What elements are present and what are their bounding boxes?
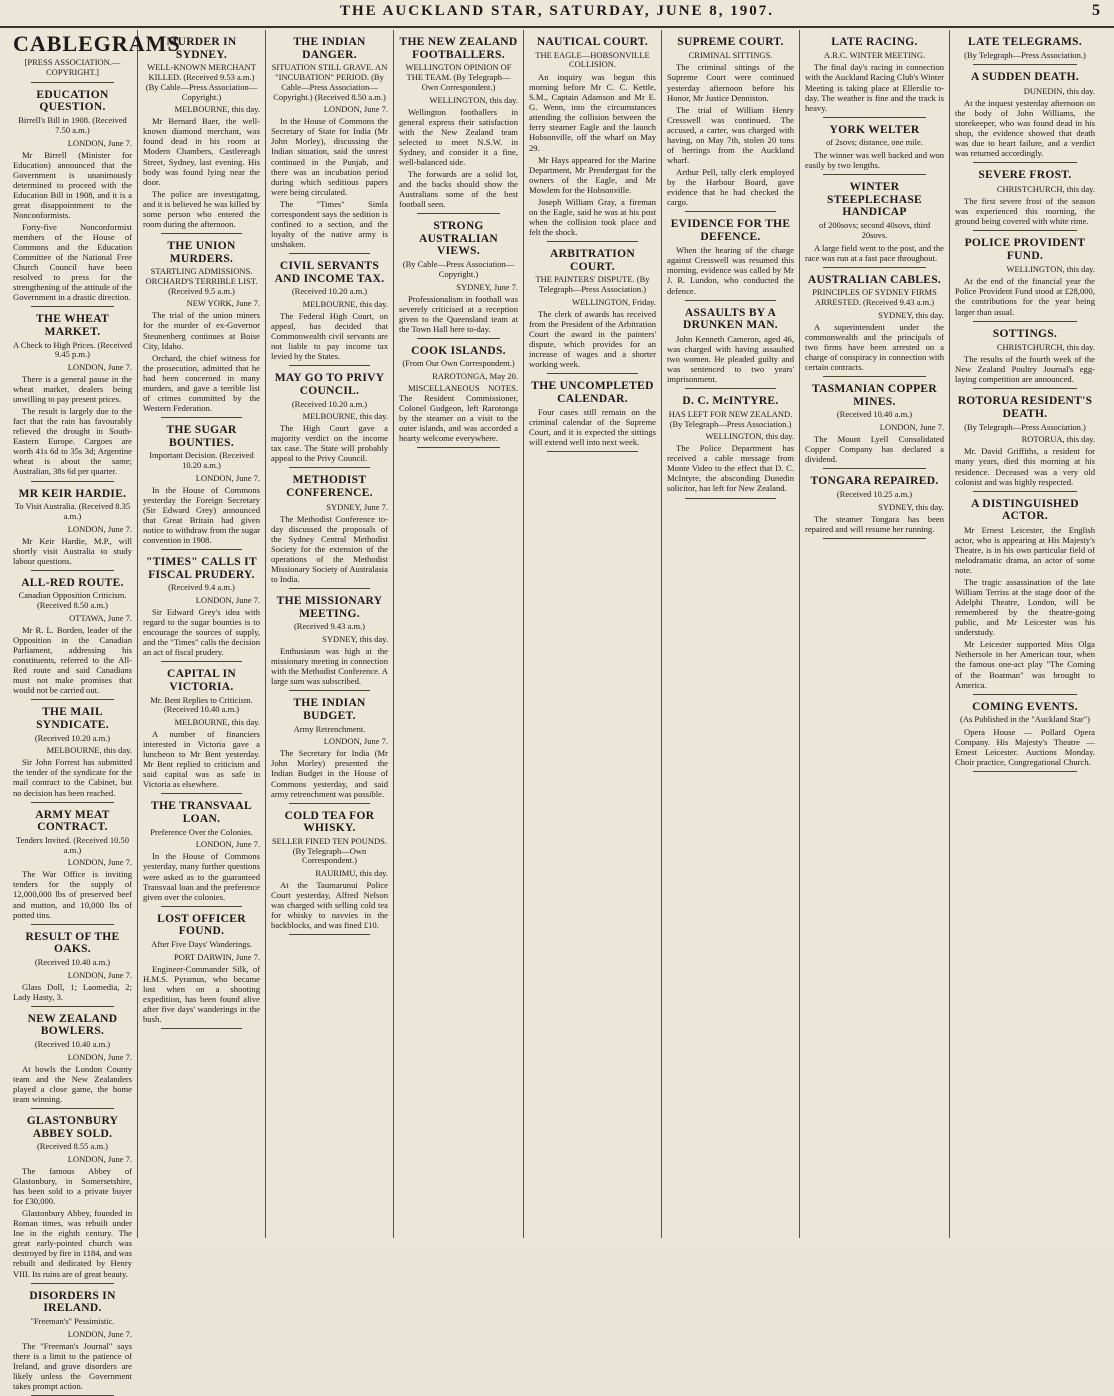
article-subheading: WELLINGTON OPINION OF THE TEAM. (By Telegraph—Own Correspondent.) — [405, 62, 512, 92]
article-paragraph: In the House of Commons the Secretary of State for India (Mr John Morley), discussing the Indian situation, said the unrest continued in the Punjab, and there was an incubation period during which seditious papers were being circulated. — [271, 116, 388, 197]
article-paragraph: Mr Hays appeared for the Marine Department, Mr Prendergast for the owners of the Eagle, and Mr Mowlem for the Hobsonville. — [529, 154, 656, 195]
article-subheading: (Received 10.25 a.m.) — [836, 488, 913, 499]
article — [143, 556, 260, 657]
article-divider — [289, 803, 370, 804]
article-divider — [417, 447, 500, 448]
article-paragraph: At bowls the London County team and the New Zealanders played a close game, the home team winning. — [13, 1063, 132, 1104]
article-subheading: (Received 10.40 a.m.) — [34, 956, 111, 967]
article-paragraph: Orchard, the chief witness for the prosecution, admitted that he had been concerned in many murders, and gave a terrible list of crimes committed by the Western Federation. — [143, 352, 260, 413]
article-paragraph: A large field went to the post, and the race was run at a fast pace throughout. — [805, 242, 944, 263]
masthead-title: THE AUCKLAND STAR, SATURDAY, JUNE 8, 1907. — [339, 3, 775, 19]
column-5 — [524, 30, 662, 1238]
article-dateline: LONDON, June 7. — [195, 595, 260, 606]
article-divider — [823, 376, 926, 377]
article-divider — [31, 306, 114, 307]
article-subheading: HAS LEFT FOR NEW ZEALAND. (By Telegraph—Press Association.) — [668, 408, 793, 429]
article-heading: YORK WELTER — [829, 123, 920, 136]
article-divider — [161, 906, 242, 907]
article-dateline: SYDNEY, June 7. — [326, 501, 388, 512]
article-divider — [289, 588, 370, 589]
article-heading: LATE TELEGRAMS. — [968, 36, 1082, 48]
article-paragraph: When the hearing of the charge against Cresswell was resumed this morning, evidence was called by Mr J. R. Lundon, who conducted the defence. — [667, 245, 794, 296]
columns-container — [8, 30, 1108, 1391]
article-heading: SOTTINGS. — [992, 327, 1058, 340]
article-heading: ARBITRATION COURT. — [550, 247, 635, 273]
article — [805, 475, 944, 534]
article-heading: THE SUGAR BOUNTIES. — [166, 423, 237, 449]
article-dateline: MELBOURNE, this day. — [302, 411, 388, 422]
article-dateline: PORT DARWIN, June 7. — [174, 951, 260, 962]
article — [805, 124, 944, 171]
article — [955, 395, 1095, 486]
article-divider — [289, 934, 370, 935]
article-dateline: LONDON, June 7. — [879, 422, 944, 433]
article — [13, 488, 132, 566]
article-dateline: CHRISTCHURCH, this day. — [996, 183, 1095, 194]
article-paragraph: A number of financiers interested in Victoria gave a luncheon to Mr Bent yesterday. Mr Bent replied to criticism and said capital was as safe in Victoria as elsewhere. — [143, 729, 260, 790]
article-subheading: SELLER FINED TEN POUNDS. (By Telegraph—Own Correspondent.) — [271, 835, 388, 866]
article-subheading: (Received 10.40 a.m.) — [34, 1039, 111, 1050]
article-divider — [547, 241, 638, 242]
article-subheading: (Received 9.4 a.m.) — [168, 582, 235, 593]
article-divider — [547, 451, 638, 452]
article — [399, 36, 518, 209]
article — [143, 913, 260, 1024]
article-heading: AUSTRALIAN CABLES. — [807, 273, 942, 286]
article-divider — [417, 338, 500, 339]
column-4 — [394, 30, 524, 1238]
article-heading: COOK ISLANDS. — [411, 344, 506, 357]
article-paragraph: A superintendent under the commonwealth and the principals of two firms have been arrested on a charge of conspiracy in connection with certain contracts. — [805, 321, 944, 373]
article-divider — [823, 267, 926, 268]
article-paragraph: The tragic assassination of the late William Terriss at the stage door of the Adelphi Theatre, London, will be remembered by the theatre-going public, and Mr Leicester was his understudy. — [955, 577, 1095, 638]
article-divider — [31, 82, 114, 83]
article-dateline: MELBOURNE, this day. — [46, 745, 132, 756]
article-heading: CIVIL SERVANTS AND INCOME TAX. — [274, 259, 385, 285]
article — [13, 1115, 132, 1279]
article-subheading: Canadian Opposition Criticism. (Received 8.50 a.m.) — [18, 590, 127, 611]
article-dateline: LONDON, June 7. — [67, 362, 132, 373]
article-paragraph: The results of the fourth week of the New Zealand Poultry Journal's egg-laying competition are announced. — [955, 354, 1095, 385]
article-paragraph: The Federal High Court, on appeal, has decided that Commonwealth civil servants are not liable to pay income tax levied by the States. — [271, 311, 388, 362]
article-dateline: LONDON, June 7. — [67, 523, 132, 534]
article-heading: EDUCATION QUESTION. — [36, 88, 109, 114]
article-dateline: LONDON, June 7. — [67, 137, 132, 148]
article-dateline: SYDNEY, this day. — [878, 309, 944, 320]
article — [667, 36, 794, 207]
article-paragraph: Arthur Pell, tally clerk employed by the Harbour Board, gave evidence that he had checked the cargo. — [667, 166, 794, 208]
article-subheading: (By Telegraph—Press Association.) — [964, 421, 1086, 432]
article-heading: CABLEGRAMS — [13, 31, 181, 56]
article-paragraph: Mr Bernard Baer, the well-known diamond merchant, was found dead in his room at Modern Chambers, Castlereagh Street, Sydney, last evening. His body was found lying near the door. — [143, 116, 260, 187]
article-dateline: MELBOURNE, this day. — [302, 299, 388, 309]
article-paragraph: Professionalism in football was severely criticised at a reception given to the Queensland team at the Town Hall here to-day. — [399, 293, 518, 334]
article-dateline: LONDON, June 7. — [67, 857, 132, 868]
article-heading: A DISTINGUISHED ACTOR. — [971, 497, 1079, 523]
article-paragraph: The steamer Tongara has been repaired and will resume her running. — [805, 513, 944, 534]
article-dateline: RAROTONGA, May 20. — [432, 371, 518, 382]
article — [143, 424, 260, 545]
article-divider — [685, 498, 776, 499]
article — [143, 36, 260, 229]
article-heading: LOST OFFICER FOUND. — [157, 912, 246, 938]
article-divider — [289, 253, 370, 254]
article-subheading: (Received 10.20 a.m.) — [291, 286, 368, 297]
article-paragraph: The Methodist Conference to-day discussed the proposals of the Sydney Central Methodist Society for the extension of the operations of the Methodist Missionary Society of Australasia to India. — [271, 513, 388, 585]
article-divider — [161, 1028, 242, 1029]
article-paragraph: Wellington footballers in general express their satisfaction with the New Zealand team selected to meet N.S.W. in Sydney, and consider it a fine, well-balanced side. — [399, 106, 518, 167]
article — [805, 274, 944, 372]
article-heading: GLASTONBURY ABBEY SOLD. — [26, 1114, 119, 1140]
article-subheading: THE EAGLE—HOBSONVILLE COLLISION. — [535, 49, 650, 70]
article-paragraph: The final day's racing in connection with the Auckland Racing Club's Winter Meeting is taking place at Ellerslie to-day. The weather is fine and the track is heavy. — [805, 62, 944, 113]
article — [667, 307, 794, 385]
page-number: 5 — [1092, 2, 1100, 19]
article — [955, 36, 1095, 60]
article-heading: COMING EVENTS. — [972, 700, 1078, 713]
article-paragraph: The War Office is inviting tenders for the supply of 12,000,000 lbs of preserved beef and mutton, and 10,000 lbs of potted tins. — [13, 869, 132, 920]
article-paragraph: Mr Keir Hardie, M.P., will shortly visit Australia to study labour questions. — [13, 535, 132, 566]
article — [271, 595, 388, 686]
article-heading: THE UNCOMPLETED CALENDAR. — [531, 380, 654, 405]
article-divider — [161, 549, 242, 550]
article-subheading: STARTLING ADMISSIONS. ORCHARD'S TERRIBLE LIST. (Received 9.5 a.m.) — [145, 266, 258, 296]
article-paragraph: The High Court gave a majority verdict on the income tax case. The State will probably appeal to the Privy Council. — [271, 423, 388, 464]
article-subheading: After Five Days' Wanderings. — [151, 938, 252, 949]
article-heading: POLICE PROVIDENT FUND. — [964, 237, 1086, 262]
article-divider — [823, 468, 926, 469]
article-divider — [973, 694, 1077, 695]
article-dateline: LONDON, June 7. — [67, 1328, 132, 1339]
article-paragraph: The clerk of awards has received from the President of the Arbitration Court the award in the painters' dispute, which provides for an increase of wages and a shorter working week. — [529, 308, 656, 369]
article — [13, 313, 132, 476]
article-paragraph: At the inquest yesterday afternoon on the body of John Williams, the storekeeper, who was found dead in his shop, the evidence showed that death was due to heart failure, and a verdict was returned accordingly. — [955, 98, 1095, 159]
article-dateline: LONDON, June 7. — [195, 472, 260, 483]
article-dateline: WELLINGTON, this day. — [705, 431, 794, 442]
article-dateline: LONDON, June 7. — [67, 969, 132, 980]
article — [955, 169, 1095, 226]
article-heading: METHODIST CONFERENCE. — [286, 474, 373, 500]
article — [13, 1290, 132, 1391]
article-subheading: [PRESS ASSOCIATION.—COPYRIGHT.] — [24, 57, 121, 77]
article-paragraph: Mr Birrell (Minister for Education) announced that the Government is unanimously determined to proceed with the Education Bill in 1908, and it is a great disappointment to the Nonconformists. — [13, 149, 132, 220]
article-divider — [823, 174, 926, 175]
article-divider — [823, 538, 926, 539]
article — [805, 36, 944, 113]
article-divider — [289, 467, 370, 468]
article-dateline: WELLINGTON, Friday. — [571, 296, 656, 307]
article-subheading: CRIMINAL SITTINGS. — [688, 49, 773, 60]
article-dateline: WELLINGTON, this day. — [1006, 264, 1095, 275]
article-heading: MAY GO TO PRIVY COUNCIL. — [274, 372, 385, 397]
article-heading: THE UNION MURDERS. — [167, 239, 236, 265]
article-paragraph: Engineer-Commander Silk, of H.M.S. Pyramus, who became lost when on a shooting expedition, has been found alive after five days' wanderings in the bush. — [143, 963, 260, 1024]
article — [667, 218, 794, 296]
article — [955, 328, 1095, 385]
article-paragraph: Mr Leicester supported Miss Olga Nethersole in her American tour, when the famous one-act play "The Coming of the Boatman" was brought to America. — [955, 639, 1095, 690]
article-paragraph: At the Taumarunui Police Court yesterday, Alfred Nelson was charged with selling cold tea for whisky to navvies in the backblocks, and was fined £10. — [271, 880, 388, 931]
article-heading: THE MISSIONARY MEETING. — [276, 595, 383, 620]
article-divider — [973, 230, 1077, 231]
masthead — [0, 0, 1114, 28]
article-subheading: (Received 10.20 a.m.) — [34, 732, 111, 743]
article-paragraph: The trial of William Henry Cresswell was continued. The accused, a carter, was charged with having, on May 7th, stolen 20 tons of herrings from the Auckland wharf. — [667, 104, 794, 165]
article-paragraph: The result is largely due to the fact that the rain has favourably relieved the drought in South-Eastern Europe. Cargoes are worth 41s 6d to 35s 3d; Argentine wheat is about the same; Australian, 38s 6d per quarter. — [13, 406, 132, 477]
article — [399, 220, 518, 334]
article-paragraph: The criminal sittings of the Supreme Court were continued yesterday afternoon before his Honor, Mr Justice Denniston. — [667, 62, 794, 103]
article-divider — [31, 570, 114, 571]
article-divider — [161, 417, 242, 418]
article-heading: THE WHEAT MARKET. — [36, 313, 109, 338]
article — [13, 931, 132, 1002]
article — [13, 31, 181, 78]
article — [271, 36, 388, 249]
article-subheading: of 2sovs; distance, one mile. — [826, 137, 923, 148]
article-dateline: LONDON, June 7. — [323, 736, 388, 747]
article-heading: EVIDENCE FOR THE DEFENCE. — [670, 218, 791, 243]
article — [955, 237, 1095, 316]
column-6 — [662, 30, 800, 1238]
column-3 — [266, 30, 394, 1238]
article — [143, 800, 260, 901]
article-heading: "TIMES" CALLS IT FISCAL PRUDERY. — [146, 556, 257, 581]
article-divider — [685, 211, 776, 212]
article-subheading: To Visit Australia. (Received 8.35 a.m.) — [14, 501, 131, 521]
article-subheading: (From Our Own Correspondent.) — [402, 358, 515, 369]
article-dateline: LONDON, June 7. — [67, 1154, 132, 1165]
article-divider — [973, 491, 1077, 492]
article-dateline: WELLINGTON, this day. — [429, 94, 518, 105]
article-heading: CAPITAL IN VICTORIA. — [167, 668, 236, 693]
article-divider — [31, 481, 114, 482]
article-paragraph: Sir Edward Grey's idea with regard to the sugar bounties is to encourage the sources of supply, and the "Times" calls the decision an act of fiscal prudery. — [143, 607, 260, 658]
article-divider — [31, 1006, 114, 1007]
article-dateline: RAURIMU, this day. — [315, 868, 388, 879]
article-heading: NEW ZEALAND BOWLERS. — [27, 1012, 118, 1038]
article-divider — [685, 300, 776, 301]
article-heading: RESULT OF THE OAKS. — [25, 930, 120, 956]
article-paragraph: Mr Ernest Leicester, the English actor, who is appearing at His Majesty's Theatre, is in his own particular field of melodramatic drama, an actor of some note. — [955, 524, 1095, 576]
article-paragraph: MISCELLANEOUS NOTES. The Resident Commissioner, Colonel Gudgeon, left Rarotonga by the steamer on a visit to the outer islands, and was accorded a hearty welcome everywhere. — [399, 383, 518, 444]
article-subheading: (By Cable—Press Association—Copyright.) — [402, 258, 515, 279]
article — [143, 240, 260, 413]
article-divider — [31, 924, 114, 925]
article — [955, 701, 1095, 768]
article-paragraph: Joseph William Gray, a fireman on the Eagle, said he was at his post when the collision took place and felt the shock. — [529, 196, 656, 237]
article — [271, 810, 388, 931]
article-subheading: (Received 9.43 a.m.) — [293, 621, 366, 632]
article-paragraph: Mr. David Griffiths, a resident for many years, died this morning at his residence. Deceased was a very old colonist and was highly respected. — [955, 446, 1095, 487]
article-heading: D. C. McINTYRE. — [682, 395, 779, 408]
article-heading: ARMY MEAT CONTRACT. — [35, 808, 110, 834]
article-divider — [289, 690, 370, 691]
article — [13, 577, 132, 696]
article-dateline: NEW YORK, June 7. — [186, 298, 260, 309]
article-dateline: CHRISTCHURCH, this day. — [996, 342, 1095, 353]
column-8 — [950, 30, 1100, 1238]
article-paragraph: There is a general pause in the wheat market, dealers being unwilling to pay present prices. — [13, 374, 132, 405]
article-heading: TONGARA REPAIRED. — [810, 475, 939, 488]
article-subheading: A Check to High Prices. (Received 9.45 p.m.) — [13, 339, 132, 360]
article — [271, 372, 388, 463]
article-divider — [289, 365, 370, 366]
article-paragraph: The "Freeman's Journal" says there is a limit to the patience of Ireland, and grave disorders are likely unless the Government takes prompt action. — [13, 1340, 132, 1391]
article-dateline: SYDNEY, June 7. — [456, 281, 518, 292]
article — [529, 36, 656, 237]
article-divider — [973, 64, 1077, 65]
article — [399, 345, 518, 444]
article-paragraph: Glass Doll, 1; Laomedia, 2; Lady Hasty, 3. — [13, 981, 132, 1002]
article-paragraph: The first severe frost of the season was experienced this morning, the ground being covered with white rime. — [955, 195, 1095, 227]
article-heading: A SUDDEN DEATH. — [970, 71, 1080, 84]
article-paragraph: Mr R. L. Borden, leader of the Opposition in the Canadian Parliament, addressing his constituents, referred to the All-Red route and said Canadians must not make promises that would not be carried out. — [13, 625, 132, 696]
article — [271, 474, 388, 584]
article-paragraph: Glastonbury Abbey, founded in Roman times, was rebuilt under Ine in the eighth century. The great early-pointed church was destroyed by fire in 1184, and was rebuilt and dedicated by Henry VIII. Its ruins are of great beauty. — [13, 1208, 132, 1279]
article-divider — [417, 213, 500, 214]
article-subheading: (Received 10.20 a.m.) — [291, 398, 368, 409]
article-divider — [31, 699, 114, 700]
article-paragraph: Enthusiasm was high at the missionary meeting in connection with the Methodist Conference. A large sum was subscribed. — [271, 646, 388, 687]
article-dateline: SYDNEY, this day. — [322, 634, 388, 645]
article-subheading: Mr. Bent Replies to Criticism. (Received 10.40 a.m.) — [150, 694, 253, 715]
article-heading: SUPREME COURT. — [677, 36, 784, 48]
article-divider — [973, 321, 1077, 322]
article-paragraph: The "Times" Simla correspondent says the sedition is confined to a section, and the loyalty of the native army is unshaken. — [271, 198, 388, 249]
article-paragraph: The Mount Lyell Consolidated Copper Company has declared a dividend. — [805, 434, 944, 465]
article-subheading: Tenders Invited. (Received 10.50 a.m.) — [16, 834, 129, 855]
article-subheading: (As Published in the "Auckland Star") — [960, 714, 1090, 725]
article-subheading: (Received 10.40 a.m.) — [836, 409, 913, 420]
article-dateline: ROTORUA, this day. — [1021, 434, 1095, 445]
article-heading: THE MAIL SYNDICATE. — [36, 706, 109, 731]
article-heading: WINTER STEEPLECHASE HANDICAP — [827, 181, 922, 219]
article-heading: LATE RACING. — [831, 36, 918, 48]
column-2 — [138, 30, 266, 1238]
article-heading: ROTORUA RESIDENT'S DEATH. — [957, 395, 1093, 420]
article-heading: TASMANIAN COPPER MINES. — [811, 383, 938, 408]
article — [529, 380, 656, 447]
article-subheading: (By Telegraph—Press Association.) — [964, 49, 1086, 60]
article — [13, 706, 132, 797]
article-paragraph: Sir John Forrest has submitted the tender of the syndicate for the mail contract to the Cabinet, but no decision has been reached. — [13, 757, 132, 798]
article — [805, 181, 944, 263]
article-dateline: SYDNEY, this day. — [878, 501, 944, 512]
article-paragraph: The famous Abbey of Glastonbury, in Somersetshire, has been sold to a private buyer for £30,000. — [13, 1166, 132, 1207]
article-subheading: A.R.C. WINTER MEETING. — [823, 49, 926, 60]
article-dateline: LONDON, June 7. — [67, 1051, 132, 1062]
article — [13, 809, 132, 920]
article-divider — [973, 388, 1077, 389]
article-heading: ASSAULTS BY A DRUNKEN MAN. — [683, 306, 778, 332]
article-dateline: LONDON, June 7. — [195, 839, 260, 850]
article-divider — [973, 162, 1077, 163]
column-1 — [8, 30, 181, 1391]
article-paragraph: The police are investigating, and it is believed he was killed by some person who entered the room during the afternoon. — [143, 188, 260, 229]
article-subheading: Preference Over the Colonies. — [150, 826, 253, 837]
article — [667, 395, 794, 493]
article-subheading: Important Decision. (Received 10.20 a.m.) — [149, 450, 254, 470]
article-paragraph: John Kenneth Cameron, aged 46, was charged with having assaulted two women. He pleaded guilty and was sentenced to two years' imprisonment. — [667, 333, 794, 385]
article-subheading: PRINCIPLES OF SYDNEY FIRMS ARRESTED. (Received 9.43 a.m.) — [812, 287, 937, 308]
article-dateline: LONDON, June 7. — [323, 104, 388, 115]
article-paragraph: At the end of the financial year the Police Provident Fund stood at £28,000, the contributions for the year being larger than usual. — [955, 276, 1095, 317]
article — [13, 89, 132, 303]
article-dateline: OTTAWA, June 7. — [69, 613, 132, 623]
article-paragraph: In the House of Commons yesterday, many further questions were asked as to the guaranteed Transvaal loan and the preference given over the colonies. — [143, 851, 260, 902]
article-dateline: MELBOURNE, this day. — [174, 104, 260, 115]
column-7 — [800, 30, 950, 1238]
article-heading: ALL-RED ROUTE. — [21, 576, 124, 589]
article — [271, 697, 388, 798]
article — [955, 71, 1095, 158]
article-heading: THE NEW ZEALAND FOOTBALLERS. — [399, 36, 518, 61]
article-subheading: (Received 8.55 a.m.) — [36, 1141, 109, 1152]
article — [529, 248, 656, 369]
article-paragraph: An inquiry was begun this morning before Mr C. C. Kettle, S.M., Captain Adamson and Mr E. G. Wenn, into the circumstances attending the collision between the ferry steamer Eagle and the launch Hobsonville, off the wharf on May 29. — [529, 72, 656, 153]
article-paragraph: Four cases still remain on the criminal calendar of the Supreme Court, and it is expected the sittings will extend well into next week. — [529, 407, 656, 448]
article-subheading: Birrell's Bill in 1908. (Received 7.50 a.m.) — [18, 115, 127, 135]
article — [955, 498, 1095, 690]
article-divider — [31, 1108, 114, 1109]
article-divider — [547, 373, 638, 374]
article-paragraph: The Police Department has received a cable message from Monte Video to the effect that D. C. McIntyre, the absconding Dunedin solicitor, has left for New Zealand. — [667, 443, 794, 494]
article-heading: THE INDIAN BUDGET. — [293, 697, 366, 722]
article-divider — [823, 117, 926, 118]
article-heading: NAUTICAL COURT. — [536, 36, 649, 48]
article-paragraph: The Secretary for India (Mr John Morley) presented the Indian Budget in the House of Commons yesterday, and said army retrenchment was possible. — [271, 748, 388, 799]
article-divider — [161, 233, 242, 234]
article-paragraph: In the House of Commons yesterday the Foreign Secretary (Sir Edward Grey) announced that Great Britain had given notice to withdraw from the sugar convention in 1908. — [143, 484, 260, 545]
article-heading: THE INDIAN DANGER. — [293, 36, 366, 61]
article-heading: COLD TEA FOR WHISKY. — [284, 809, 375, 835]
article-subheading: "Freeman's" Pessimistic. — [30, 1315, 115, 1326]
article-subheading: SITUATION STILL GRAVE. AN "INCUBATION" PERIOD. (By Cable—Press Association—Copyright.) (Received 8.50 a.m.) — [271, 62, 388, 102]
article-divider — [161, 793, 242, 794]
article-heading: THE TRANSVAAL LOAN. — [151, 800, 252, 826]
article-divider — [685, 388, 776, 389]
article-dateline: MELBOURNE, this day. — [174, 717, 260, 728]
article-subheading: THE PAINTERS' DISPUTE. (By Telegraph—Press Association.) — [535, 274, 650, 294]
article-heading: DISORDERS IN IRELAND. — [29, 1289, 116, 1315]
article-divider — [31, 1283, 114, 1284]
article-paragraph: The winner was well backed and won easily by two lengths. — [805, 150, 944, 171]
article — [805, 383, 944, 464]
article-paragraph: The forwards are a solid lot, and the backs should show the Australians some of the best football seen. — [399, 168, 518, 209]
article-subheading: Army Retrenchment. — [293, 723, 366, 734]
article-paragraph: Opera House — Pollard Opera Company. His Majesty's Theatre — Ernest Leicester. Auctions Monday. Choir practice, Congregational Church. — [955, 727, 1095, 768]
article-heading: MR KEIR HARDIE. — [18, 487, 127, 500]
article-paragraph: The trial of the union miners for the murder of ex-Governor Steunenberg continues at Boise City, Idaho. — [143, 310, 260, 351]
article-dateline: DUNEDIN, this day. — [1023, 86, 1095, 97]
article-subheading: WELL-KNOWN MERCHANT KILLED. (Received 9.53 a.m.) (By Cable—Press Association—Copyright.) — [145, 62, 258, 102]
article — [13, 1013, 132, 1104]
article-heading: STRONG AUSTRALIAN VIEWS. — [418, 220, 499, 258]
article-heading: MURDER IN SYDNEY. — [166, 36, 237, 61]
article-divider — [31, 802, 114, 803]
article-heading: SEVERE FROST. — [978, 169, 1072, 182]
article-divider — [161, 661, 242, 662]
article-subheading: of 200sovs; second 40sovs, third 20sovs. — [818, 220, 931, 240]
article — [143, 668, 260, 789]
article-divider — [973, 771, 1077, 772]
article — [271, 260, 388, 361]
article-paragraph: Forty-five Nonconformist members of the House of Commons and the Education Committee of the National Free Church Council have been resolved to press for the strengthening of the attitude of the Government in a drastic direction. — [13, 221, 132, 303]
